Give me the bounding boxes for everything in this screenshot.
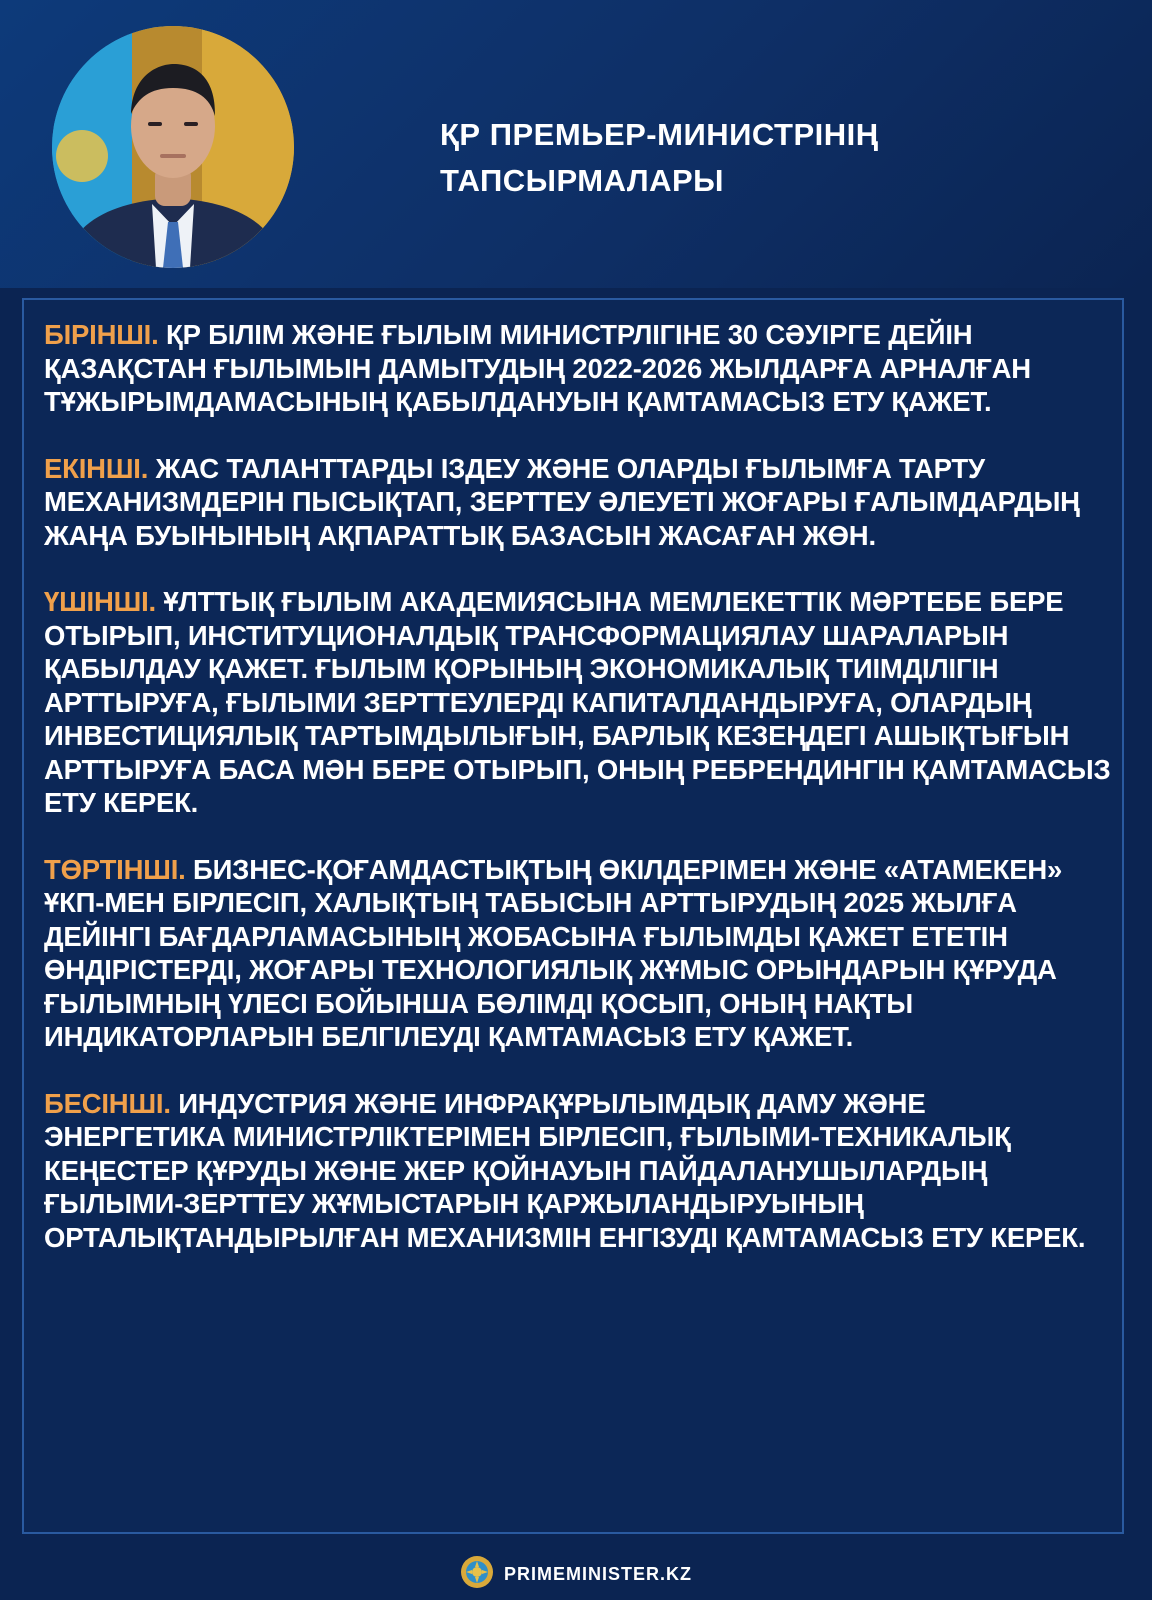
instruction-text: БИЗНЕС-ҚОҒАМДАСТЫҚТЫҢ ӨКІЛДЕРІМЕН ЖӘНЕ «АТАМЕКЕН» ҰКП-МЕН БІРЛЕСІП, ХАЛЫҚТЫҢ ТАБЫСЫН АРТТЫРУДЫҢ 2025 ЖЫЛҒА ДЕЙІНГІ БАҒДАРЛАМАСЫНЫҢ ЖОБАСЫНА ҒЫЛЫМДЫ ҚАЖЕТ ЕТЕТІН ӨНДІРІСТЕРДІ, ЖОҒАРЫ ТЕХНОЛОГИЯЛЫҚ ЖҰМЫС ОРЫНДАРЫН ҚҰРУДА ҒЫЛЫМНЫҢ ҮЛЕСІ БОЙЫНША БӨЛІМДІ ҚОСЫП, ОНЫҢ НАҚТЫ ИНДИКАТОРЛАРЫН БЕЛГІЛЕУДІ ҚАМТАМАСЫЗ ЕТУ ҚАЖЕТ. bbox=[44, 853, 1063, 1052]
state-emblem-icon bbox=[460, 1555, 494, 1594]
page-title bbox=[440, 112, 1120, 204]
instructions-panel bbox=[22, 298, 1124, 1534]
instruction-ordinal: ҮШІНШІ. bbox=[44, 586, 156, 617]
header-banner bbox=[0, 0, 1152, 288]
website-link[interactable]: PRIMEMINISTER.KZ bbox=[503, 1563, 692, 1584]
portrait-photo bbox=[52, 26, 294, 268]
footer-brand bbox=[460, 1555, 692, 1594]
instruction-item-1 bbox=[44, 318, 1114, 419]
instruction-ordinal: БЕСІНШІ. bbox=[44, 1087, 171, 1119]
instruction-ordinal: ТӨРТІНШІ. bbox=[44, 853, 186, 885]
footer bbox=[0, 1548, 1152, 1600]
instruction-text: ҰЛТТЫҚ ҒЫЛЫМ АКАДЕМИЯСЫНА МЕМЛЕКЕТТІК МӘРТЕБЕ БЕРЕ ОТЫРЫП, ИНСТИТУЦИОНАЛДЫҚ ТРАНСФОРМАЦИЯЛАУ ШАРАЛАРЫН ҚАБЫЛДАУ ҚАЖЕТ. ҒЫЛЫМ ҚОРЫНЫҢ ЭКОНОМИКАЛЫҚ ТИІМДІЛІГІН АРТТЫРУҒА, ҒЫЛЫМИ ЗЕРТТЕУЛЕРДІ КАПИТАЛДАНДЫРУҒА, ОЛАРДЫҢ ИНВЕСТИЦИЯЛЫҚ ТАРТЫМДЫЛЫҒЫН, БАРЛЫҚ КЕЗЕҢДЕГІ АШЫҚТЫҒЫН АРТТЫРУҒА БАСА МӘН БЕРЕ ОТЫРЫП, ОНЫҢ РЕБРЕНДИНГІН ҚАМТАМАСЫЗ ЕТУ КЕРЕК. bbox=[44, 586, 1111, 818]
instruction-text: ИНДУСТРИЯ ЖӘНЕ ИНФРАҚҰРЫЛЫМДЫҚ ДАМУ ЖӘНЕ ЭНЕРГЕТИКА МИНИСТРЛІКТЕРІМЕН БІРЛЕСІП, ҒЫЛЫМИ-ТЕХНИКАЛЫҚ КЕҢЕСТЕР ҚҰРУДЫ ЖӘНЕ ЖЕР ҚОЙНАУЫН ПАЙДАЛАНУШЫЛАРДЫҢ ҒЫЛЫМИ-ЗЕРТТЕУ ЖҰМЫСТАРЫН ҚАРЖЫЛАНДЫРУЫНЫҢ ОРТАЛЫҚТАНДЫРЫЛҒАН МЕХАНИЗМІН ЕНГІЗУДІ ҚАМТАМАСЫЗ ЕТУ КЕРЕК. bbox=[44, 1087, 1086, 1253]
instruction-text: ЖАС ТАЛАНТТАРДЫ ІЗДЕУ ЖӘНЕ ОЛАРДЫ ҒЫЛЫМҒА ТАРТУ МЕХАНИЗМДЕРІН ПЫСЫҚТАП, ЗЕРТТЕУ ӘЛЕУЕТІ ЖОҒАРЫ ҒАЛЫМДАРДЫҢ ЖАҢА БУЫНЫНЫҢ АҚПАРАТТЫҚ БАЗАСЫН ЖАСАҒАН ЖӨН. bbox=[44, 452, 1080, 551]
instructions-list bbox=[44, 318, 1114, 1287]
page-title-line-2: ТАПСЫРМАЛАРЫ bbox=[440, 163, 725, 198]
instruction-ordinal: ЕКІНШІ. bbox=[44, 452, 149, 484]
instruction-item-3 bbox=[44, 585, 1114, 820]
instruction-ordinal: БІРІНШІ. bbox=[44, 319, 159, 350]
instruction-item-2 bbox=[44, 452, 1114, 553]
instruction-item-5 bbox=[44, 1087, 1114, 1255]
portrait-illustration bbox=[52, 26, 294, 268]
instruction-text: ҚР БІЛІМ ЖӘНЕ ҒЫЛЫМ МИНИСТРЛІГІНЕ 30 СӘУІРГЕ ДЕЙІН ҚАЗАҚСТАН ҒЫЛЫМЫН ДАМЫТУДЫҢ 2022-2026 ЖЫЛДАРҒА АРНАЛҒАН ТҰЖЫРЫМДАМАСЫНЫҢ ҚАБЫЛДАНУЫН ҚАМТАМАСЫЗ ЕТУ ҚАЖЕТ. bbox=[44, 319, 1031, 417]
page-title-line-1: ҚР ПРЕМЬЕР-МИНИСТРІНІҢ bbox=[440, 117, 879, 152]
instruction-item-4 bbox=[44, 853, 1114, 1054]
